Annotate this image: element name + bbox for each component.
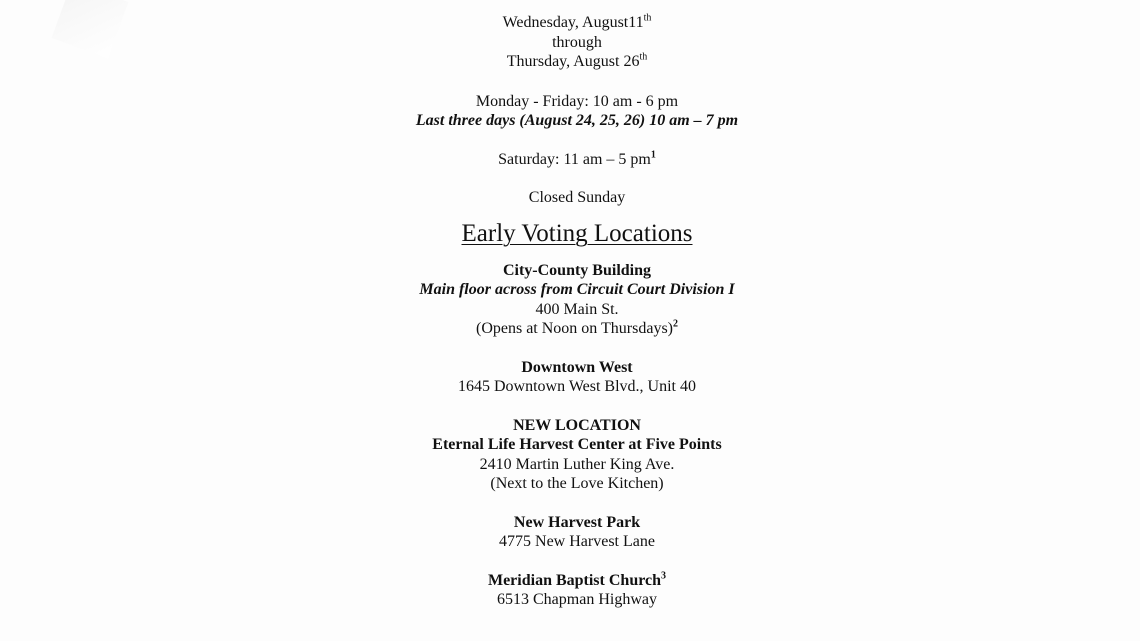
- start-date-day: 11: [628, 14, 644, 31]
- locations-heading: Early Voting Locations: [461, 219, 693, 247]
- location-name: New Harvest Park: [513, 513, 641, 531]
- location-address: 2410 Martin Luther King Ave.: [479, 455, 675, 473]
- location-note-text: (Opens at Noon on Thursdays): [475, 320, 673, 337]
- location-note-footnote: 2: [673, 318, 678, 330]
- through-text: through: [552, 33, 602, 51]
- location-name: Meridian Baptist Church: [487, 571, 662, 589]
- last-days-hours: Last three days (August 24, 25, 26) 10 am – 7 pm: [415, 112, 739, 129]
- location-city-county: [0, 261, 1140, 339]
- start-date: [0, 13, 1140, 33]
- location-name: Eternal Life Harvest Center at Five Points: [432, 436, 722, 453]
- location-name-footnote: 3: [661, 570, 667, 582]
- new-location-label: NEW LOCATION: [513, 416, 641, 434]
- end-date-prefix: Thursday, August 26: [506, 53, 640, 70]
- saturday-footnote: 1: [650, 149, 656, 161]
- location-detail: Main floor across from Circuit Court Division I: [419, 281, 735, 298]
- document-content: [0, 13, 1140, 610]
- location-address: 6513 Chapman Highway: [497, 591, 657, 608]
- location-address: 4775 New Harvest Lane: [499, 533, 655, 550]
- end-date: [0, 52, 1140, 72]
- end-date-suffix: th: [639, 51, 648, 63]
- location-new-harvest-park: [0, 513, 1140, 552]
- location-address: 1645 Downtown West Blvd., Unit 40: [458, 378, 696, 395]
- location-downtown-west: [0, 358, 1140, 397]
- weekday-hours: Monday - Friday: 10 am - 6 pm: [475, 92, 679, 110]
- saturday-hours-text: Saturday: 11 am – 5 pm: [498, 150, 651, 168]
- location-name-line: [0, 571, 1140, 591]
- start-date-suffix: th: [643, 12, 652, 24]
- location-eternal-life: [0, 416, 1140, 494]
- location-meridian-baptist: [0, 571, 1140, 610]
- location-name: City-County Building: [502, 261, 652, 279]
- start-date-prefix: Wednesday, August: [502, 14, 629, 31]
- sunday-closed: Closed Sunday: [528, 189, 626, 206]
- location-name: Downtown West: [521, 358, 633, 376]
- saturday-hours: [0, 150, 1140, 170]
- location-address: 400 Main St.: [535, 300, 619, 318]
- location-note: (Next to the Love Kitchen): [490, 475, 664, 492]
- location-note: [0, 319, 1140, 339]
